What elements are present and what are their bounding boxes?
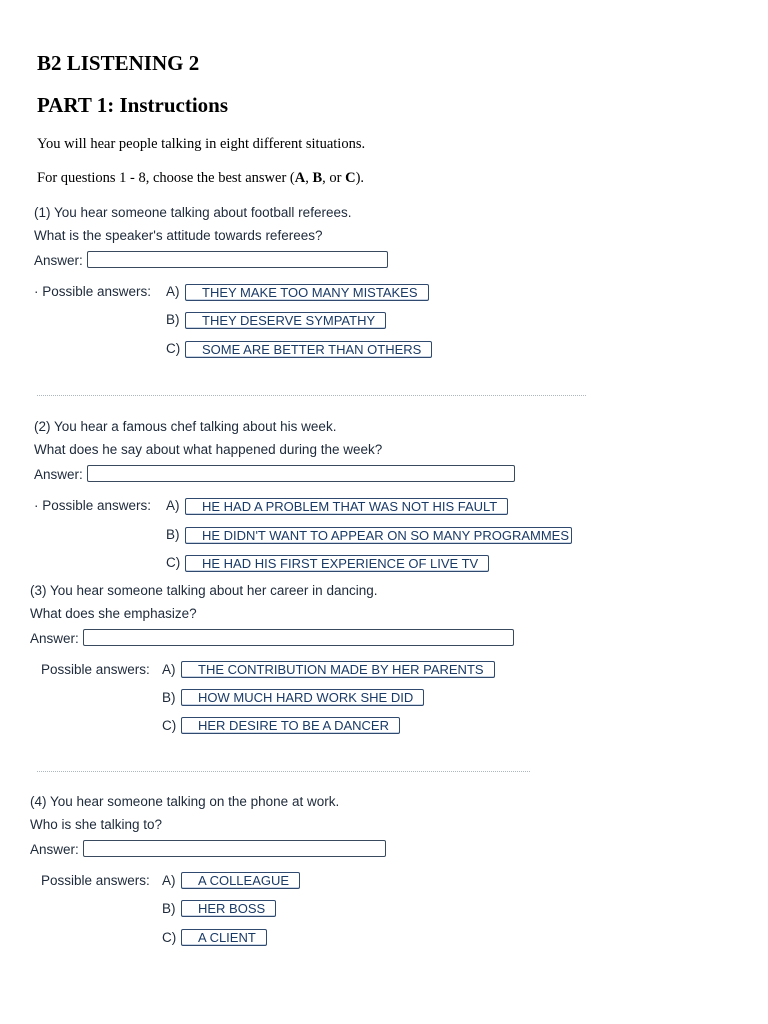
- answer-input[interactable]: [83, 840, 386, 857]
- option-letter: A): [166, 498, 180, 513]
- answer-option-button[interactable]: HE DIDN'T WANT TO APPEAR ON SO MANY PROGRAMMES: [185, 527, 572, 544]
- question-block-3: [28, 578, 588, 748]
- option-b-ref: B: [312, 170, 323, 186]
- answer-label: Answer:: [30, 842, 79, 857]
- possible-answers-label: Possible answers:: [41, 873, 150, 888]
- option-letter: B): [166, 527, 180, 542]
- answer-option-button[interactable]: HOW MUCH HARD WORK SHE DID: [181, 689, 424, 706]
- option-letter: B): [162, 690, 176, 705]
- possible-answers-label: · Possible answers:: [34, 284, 152, 299]
- question-text: Who is she talking to?: [30, 817, 163, 832]
- possible-answers-label: Possible answers:: [41, 662, 150, 677]
- answer-option-button[interactable]: HER BOSS: [181, 900, 276, 917]
- answer-option-button[interactable]: HE HAD A PROBLEM THAT WAS NOT HIS FAULT: [185, 498, 508, 515]
- option-letter: A): [162, 873, 176, 888]
- instruction-text: [37, 170, 364, 187]
- option-letter: B): [166, 312, 180, 327]
- answer-input[interactable]: [87, 465, 515, 482]
- question-block-2: [32, 414, 592, 571]
- situation-text: (3) You hear someone talking about her career in dancing.: [30, 583, 378, 598]
- divider: [37, 771, 530, 772]
- answer-input[interactable]: [83, 629, 514, 646]
- answer-option-button[interactable]: THEY MAKE TOO MANY MISTAKES: [185, 284, 429, 301]
- answer-option-button[interactable]: HER DESIRE TO BE A DANCER: [181, 717, 400, 734]
- part-title: PART 1: Instructions: [37, 93, 228, 117]
- option-c-ref: C: [345, 170, 356, 186]
- option-letter: C): [166, 341, 181, 356]
- option-letter: C): [162, 930, 177, 945]
- situation-text: (4) You hear someone talking on the phone at work.: [30, 794, 340, 809]
- situation-text: (1) You hear someone talking about football referees.: [34, 205, 352, 220]
- option-letter: B): [162, 901, 176, 916]
- option-letter: A): [162, 662, 176, 677]
- option-a-ref: A: [294, 170, 306, 186]
- option-letter: A): [166, 284, 180, 299]
- instruction-post: ).: [355, 170, 365, 186]
- intro-text: You will hear people talking in eight different situations.: [37, 136, 366, 152]
- instruction-sep: ,: [305, 170, 313, 186]
- instruction-pre: For questions 1 - 8, choose the best answer (: [37, 170, 295, 186]
- answer-label: Answer:: [34, 467, 83, 482]
- divider: [37, 395, 586, 396]
- option-letter: C): [166, 555, 181, 570]
- question-text: What does he say about what happened during the week?: [34, 442, 383, 457]
- answer-option-button[interactable]: THE CONTRIBUTION MADE BY HER PARENTS: [181, 661, 495, 678]
- question-block-4: [28, 789, 588, 945]
- possible-answers-label: · Possible answers:: [34, 498, 152, 513]
- answer-option-button[interactable]: THEY DESERVE SYMPATHY: [185, 312, 386, 329]
- answer-option-button[interactable]: A CLIENT: [181, 929, 267, 946]
- answer-option-button[interactable]: A COLLEAGUE: [181, 872, 300, 889]
- answer-label: Answer:: [34, 253, 83, 268]
- instruction-sep: , or: [322, 170, 346, 186]
- situation-text: (2) You hear a famous chef talking about his week.: [34, 419, 337, 434]
- answer-option-button[interactable]: SOME ARE BETTER THAN OTHERS: [185, 341, 432, 358]
- question-block-1: [32, 200, 632, 370]
- answer-option-button[interactable]: HE HAD HIS FIRST EXPERIENCE OF LIVE TV: [185, 555, 489, 572]
- answer-label: Answer:: [30, 631, 79, 646]
- question-text: What does she emphasize?: [30, 606, 197, 621]
- answer-input[interactable]: [87, 251, 388, 268]
- question-text: What is the speaker's attitude towards referees?: [34, 228, 323, 243]
- document-title: B2 LISTENING 2: [37, 51, 200, 75]
- option-letter: C): [162, 718, 177, 733]
